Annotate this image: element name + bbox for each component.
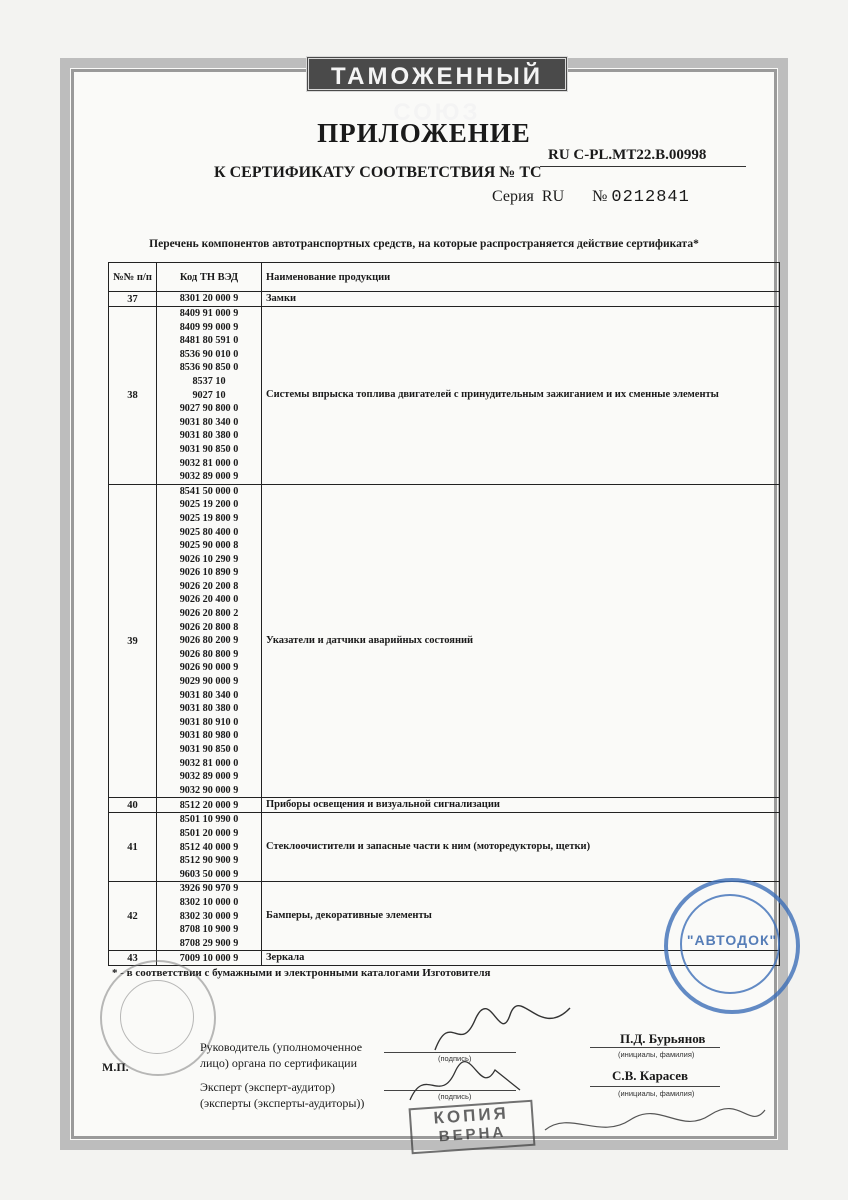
number-sign: № (592, 188, 608, 205)
hs-code: 9026 20 200 8 (179, 580, 239, 592)
table-row (109, 484, 780, 798)
hs-code: 8708 10 900 9 (179, 924, 239, 936)
hs-code: 8537 10 (192, 375, 226, 387)
hs-code: 9032 89 000 9 (179, 471, 239, 483)
expert-name-line (590, 1086, 720, 1087)
copy-stamp-line1: КОПИЯ (432, 1103, 510, 1128)
copy-stamp-line2: ВЕРНА (438, 1123, 507, 1146)
row-codes (157, 307, 262, 485)
expert-label-2: (эксперты (эксперты-аудиторы)) (200, 1096, 365, 1110)
row-product-name: Системы впрыска топлива двигателей с принудительным зажиганием и их сменные элементы (262, 307, 780, 485)
header-code: Код ТН ВЭД (157, 263, 262, 292)
head-name: П.Д. Бурьянов (620, 1031, 706, 1046)
certification-body-seal (100, 960, 216, 1076)
hs-code: 9026 20 400 0 (179, 594, 239, 606)
row-codes (157, 484, 262, 798)
table-row (109, 798, 780, 813)
hs-code: 9031 80 980 0 (179, 730, 239, 742)
copy-certification-signature (540, 1100, 770, 1150)
customs-union-banner: ТАМОЖЕННЫЙ СОЮЗ (306, 56, 568, 92)
table-header-row (109, 263, 780, 292)
hs-code: 8536 90 010 0 (179, 348, 239, 360)
hs-code: 9031 80 340 0 (179, 416, 239, 428)
expert-label-1: Эксперт (эксперт-аудитор) (200, 1080, 336, 1094)
avtodok-stamp (664, 878, 800, 1014)
hs-code: 9026 80 200 9 (179, 635, 239, 647)
footnote: * - в соответствии с бумажными и электронными каталогами Изготовителя (112, 967, 491, 979)
hs-code: 8301 20 000 9 (179, 293, 239, 305)
certificate-number: RU C-PL.MT22.B.00998 (540, 147, 746, 167)
hs-code: 9026 80 800 9 (179, 648, 239, 660)
row-number: 41 (109, 813, 157, 882)
row-number: 40 (109, 798, 157, 813)
row-product-name: Бамперы, декоративные элементы (262, 882, 780, 951)
hs-code: 9025 90 000 8 (179, 540, 239, 552)
hs-code: 8708 29 900 9 (179, 937, 239, 949)
avtodok-stamp-text: "АВТОДОК" (686, 932, 778, 948)
row-number: 42 (109, 882, 157, 951)
hs-code: 7009 10 000 9 (179, 952, 239, 964)
mp-label: М.П. (102, 1060, 129, 1074)
hs-code: 9032 81 000 0 (179, 457, 239, 469)
head-name-line (590, 1047, 720, 1048)
hs-code: 8512 90 900 9 (179, 855, 239, 867)
hs-code: 9031 80 910 0 (179, 716, 239, 728)
row-codes (157, 813, 262, 882)
expert-name-caption: (инициалы, фамилия) (618, 1089, 695, 1098)
hs-code: 9027 90 800 0 (179, 403, 239, 415)
hs-code: 9026 20 800 8 (179, 621, 239, 633)
row-product-name: Приборы освещения и визуальной сигнализации (262, 798, 780, 813)
head-label-1: Руководитель (уполномоченное (200, 1040, 363, 1054)
row-product-name: Указатели и датчики аварийных состояний (262, 484, 780, 798)
hs-code: 9026 90 000 9 (179, 662, 239, 674)
hs-code: 8481 80 591 0 (179, 335, 239, 347)
hs-code: 8536 90 850 0 (179, 362, 239, 374)
row-number: 43 (109, 951, 157, 966)
hs-code: 8512 40 000 9 (179, 841, 239, 853)
hs-code: 9027 10 (192, 389, 226, 401)
row-codes (157, 798, 262, 813)
hs-code: 9031 80 380 0 (179, 703, 239, 715)
hs-code: 9031 90 850 0 (179, 443, 239, 455)
series-line (492, 188, 690, 207)
hs-code: 9032 81 000 0 (179, 757, 239, 769)
hs-code: 8512 20 000 9 (179, 799, 239, 811)
hs-code: 9025 19 200 0 (179, 499, 239, 511)
hs-code: 9032 89 000 9 (179, 771, 239, 783)
table-row (109, 292, 780, 307)
row-product-name: Стеклоочистители и запасные части к ним (моторедукторы, щетки) (262, 813, 780, 882)
page-title: ПРИЛОЖЕНИЕ (317, 118, 531, 148)
row-number: 39 (109, 484, 157, 798)
hs-code: 9031 90 850 0 (179, 744, 239, 755)
hs-code: 8501 20 000 9 (179, 827, 239, 839)
hs-code: 8409 99 000 9 (179, 321, 239, 333)
hs-code: 8541 50 000 0 (179, 485, 239, 497)
hs-code: 8501 10 990 0 (179, 814, 239, 826)
row-number: 38 (109, 307, 157, 485)
hs-code: 9025 19 800 9 (179, 512, 239, 524)
row-number: 37 (109, 292, 157, 307)
row-product-name: Замки (262, 292, 780, 307)
header-name: Наименование продукции (262, 263, 780, 292)
hs-code: 9031 80 380 0 (179, 430, 239, 442)
hs-code: 8302 30 000 9 (179, 910, 239, 922)
hs-code: 9032 90 000 9 (179, 784, 239, 796)
hs-code: 9026 20 800 2 (179, 608, 239, 620)
series-label: Серия (492, 188, 534, 205)
expert-signature-caption: (подпись) (438, 1092, 472, 1101)
hs-code: 9603 50 000 9 (179, 868, 239, 880)
list-title: Перечень компонентов автотранспортных средств, на которые распространяется действие сертификата* (149, 238, 699, 250)
hs-code: 9026 10 890 9 (179, 567, 239, 579)
hs-code: 8409 91 000 9 (179, 308, 239, 319)
hs-code: 9029 90 000 9 (179, 676, 239, 688)
expert-name: С.В. Карасев (612, 1068, 689, 1083)
hs-code: 3926 90 970 9 (179, 883, 239, 895)
series-number: 0212841 (611, 188, 690, 207)
copy-verified-stamp (409, 1100, 536, 1155)
hs-code: 9025 80 400 0 (179, 526, 239, 538)
certificate-label: К СЕРТИФИКАТУ СООТВЕТСТВИЯ № ТС (214, 164, 542, 181)
row-codes (157, 292, 262, 307)
head-signature (430, 1000, 580, 1060)
table-row (109, 813, 780, 882)
row-codes (157, 882, 262, 951)
head-name-caption: (инициалы, фамилия) (618, 1050, 695, 1059)
hs-code: 8302 10 000 0 (179, 896, 239, 908)
components-table (108, 262, 780, 966)
series-value: RU (541, 188, 565, 205)
row-product-name: Зеркала (262, 951, 780, 966)
hs-code: 9026 10 290 9 (179, 553, 239, 565)
table-row (109, 307, 780, 485)
hs-code: 9031 80 340 0 (179, 689, 239, 701)
head-label-2: лицо) органа по сертификации (200, 1056, 357, 1070)
head-signature-caption: (подпись) (438, 1054, 472, 1063)
header-num: №№ п/п (109, 263, 157, 292)
